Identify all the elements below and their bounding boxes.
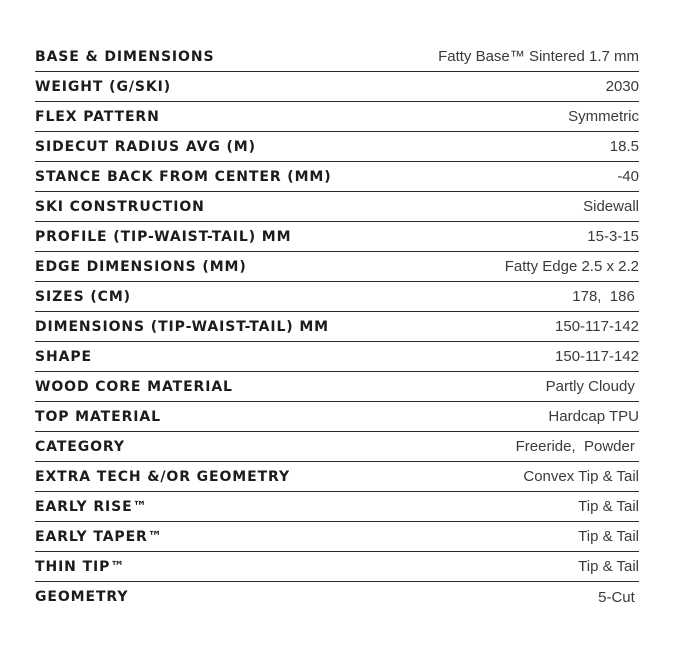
spec-value: Sidewall bbox=[583, 198, 639, 215]
spec-value: 2030 bbox=[605, 78, 639, 95]
spec-row-top-material bbox=[35, 402, 639, 432]
spec-row-early-rise bbox=[35, 492, 639, 522]
spec-row-ski-construction bbox=[35, 192, 639, 222]
spec-row-category bbox=[35, 432, 639, 462]
spec-label: SIDECUT RADIUS AVG (M) bbox=[35, 138, 256, 155]
spec-table bbox=[35, 42, 639, 612]
spec-value: 150-117-142 bbox=[555, 318, 639, 335]
spec-row-profile bbox=[35, 222, 639, 252]
spec-value: Freeride, Powder bbox=[515, 438, 639, 455]
spec-value: 178, 186 bbox=[572, 288, 639, 305]
spec-label: SKI CONSTRUCTION bbox=[35, 198, 205, 215]
spec-label: SHAPE bbox=[35, 348, 92, 365]
spec-value: Tip & Tail bbox=[578, 558, 639, 575]
spec-value: Hardcap TPU bbox=[548, 408, 639, 425]
spec-label: WEIGHT (G/SKI) bbox=[35, 78, 171, 95]
spec-value: Tip & Tail bbox=[578, 528, 639, 545]
spec-value: 15-3-15 bbox=[587, 228, 639, 245]
spec-label: EARLY RISE™ bbox=[35, 498, 148, 515]
spec-row-stance-back bbox=[35, 162, 639, 192]
spec-value: 5-Cut bbox=[598, 588, 639, 606]
spec-row-thin-tip bbox=[35, 552, 639, 582]
spec-label: WOOD CORE MATERIAL bbox=[35, 378, 233, 395]
spec-label: EDGE DIMENSIONS (MM) bbox=[35, 258, 247, 275]
spec-row-base-dimensions bbox=[35, 42, 639, 72]
spec-value: Symmetric bbox=[568, 108, 639, 125]
spec-value: Tip & Tail bbox=[578, 498, 639, 515]
spec-label: SIZES (CM) bbox=[35, 288, 131, 305]
spec-value: 150-117-142 bbox=[555, 348, 639, 365]
spec-label: FLEX PATTERN bbox=[35, 108, 160, 125]
spec-value: Fatty Edge 2.5 x 2.2 bbox=[504, 258, 639, 275]
spec-label: GEOMETRY bbox=[35, 589, 129, 605]
spec-row-geometry bbox=[35, 582, 639, 612]
spec-value: -40 bbox=[617, 168, 639, 185]
spec-label: BASE & DIMENSIONS bbox=[35, 48, 215, 65]
spec-label: DIMENSIONS (TIP-WAIST-TAIL) MM bbox=[35, 318, 330, 335]
spec-value: Fatty Base™ Sintered 1.7 mm bbox=[438, 48, 639, 65]
spec-row-wood-core bbox=[35, 372, 639, 402]
spec-label: THIN TIP™ bbox=[35, 558, 126, 575]
spec-label: PROFILE (TIP-WAIST-TAIL) MM bbox=[35, 228, 292, 245]
spec-row-dimensions bbox=[35, 312, 639, 342]
spec-row-edge-dimensions bbox=[35, 252, 639, 282]
spec-value: Convex Tip & Tail bbox=[523, 468, 639, 485]
spec-label: EXTRA TECH &/OR GEOMETRY bbox=[35, 468, 291, 485]
spec-label: TOP MATERIAL bbox=[35, 408, 161, 425]
spec-row-weight bbox=[35, 72, 639, 102]
spec-row-flex-pattern bbox=[35, 102, 639, 132]
spec-label: STANCE BACK FROM CENTER (MM) bbox=[35, 168, 332, 185]
spec-value: Partly Cloudy bbox=[545, 378, 639, 395]
spec-row-extra-tech bbox=[35, 462, 639, 492]
spec-row-shape bbox=[35, 342, 639, 372]
spec-row-sizes bbox=[35, 282, 639, 312]
spec-label: EARLY TAPER™ bbox=[35, 528, 163, 545]
spec-value: 18.5 bbox=[609, 138, 639, 155]
spec-row-sidecut-radius bbox=[35, 132, 639, 162]
spec-label: CATEGORY bbox=[35, 438, 125, 455]
spec-row-early-taper bbox=[35, 522, 639, 552]
